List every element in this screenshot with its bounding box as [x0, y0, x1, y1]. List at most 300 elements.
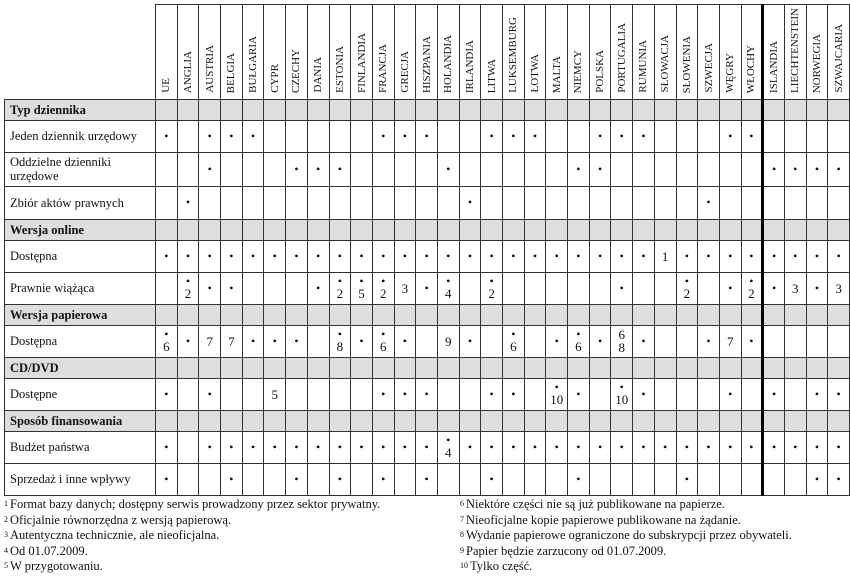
column-header: [524, 5, 546, 100]
section-fill-cell: [351, 410, 373, 431]
section-fill-cell: [763, 357, 785, 378]
bullet-mark: •: [164, 248, 169, 263]
comparison-table: [4, 4, 850, 496]
table-cell: [156, 463, 178, 495]
table-cell: [676, 186, 698, 219]
table-cell: [589, 186, 611, 219]
column-header: [307, 5, 329, 100]
bullet-mark: •: [771, 439, 777, 454]
column-header-label: RUMUNIA: [637, 40, 650, 93]
footnote-ref: 1: [661, 248, 669, 264]
section-fill-cell: [394, 219, 416, 240]
footnote-ref: 8: [618, 340, 626, 356]
table-cell: [633, 325, 655, 357]
bullet-mark: •: [511, 439, 516, 454]
bullet-mark: •: [532, 128, 538, 143]
column-header-label: LUKSEMBURG: [507, 17, 520, 93]
section-fill-cell: [416, 219, 438, 240]
table-cell: [177, 325, 199, 357]
table-cell: [503, 240, 525, 272]
table-cell: [654, 378, 676, 410]
bullet-mark: •: [706, 439, 711, 454]
bullet-mark: •: [749, 333, 754, 348]
section-fill-cell: [242, 219, 264, 240]
table-cell: [329, 463, 351, 495]
table-cell: [763, 186, 785, 219]
section-fill-cell: [481, 410, 503, 431]
bullet-mark: •: [337, 327, 342, 342]
bullet-mark: •: [424, 128, 429, 143]
row-label: Dostępna: [5, 240, 156, 272]
table-cell: [524, 463, 546, 495]
table-cell: [481, 378, 503, 410]
table-cell: [676, 378, 698, 410]
table-cell: [589, 152, 611, 186]
footnote-ref: 2: [379, 286, 387, 302]
table-cell: [524, 325, 546, 357]
header-blank: [5, 5, 156, 100]
bullet-mark: •: [836, 161, 841, 176]
table-row: [5, 463, 850, 495]
footnote-text: Autentyczna technicznie, ale nieoficjalna.: [10, 528, 220, 542]
table-cell: [264, 431, 286, 463]
bullet-mark: •: [641, 386, 646, 401]
section-fill-cell: [806, 357, 828, 378]
section-fill-cell: [329, 357, 351, 378]
bullet-mark: •: [164, 439, 169, 454]
table-cell: [568, 463, 590, 495]
table-cell: [416, 463, 438, 495]
table-cell: [763, 152, 785, 186]
section-fill-cell: [741, 357, 763, 378]
bullet-mark: •: [294, 471, 299, 486]
table-cell: [156, 272, 178, 304]
table-cell: [286, 272, 308, 304]
section-fill-cell: [351, 304, 373, 325]
bullet-mark: •: [402, 128, 407, 143]
table-cell: [351, 378, 373, 410]
table-cell: [546, 378, 568, 410]
table-row: [5, 272, 850, 304]
column-header-label: POLSKA: [594, 50, 607, 93]
table-cell: [741, 463, 763, 495]
table-cell: [633, 431, 655, 463]
table-cell: [286, 186, 308, 219]
table-cell: [242, 463, 264, 495]
bullet-mark: •: [446, 274, 451, 289]
table-cell: [307, 240, 329, 272]
section-fill-cell: [676, 410, 698, 431]
section-fill-cell: [156, 219, 178, 240]
footnote: [460, 544, 792, 560]
column-header: [784, 5, 806, 100]
section-fill-cell: [589, 99, 611, 120]
table-cell: [416, 152, 438, 186]
table-cell: [307, 325, 329, 357]
bullet-mark: •: [185, 195, 191, 210]
table-cell: [568, 186, 590, 219]
footnote-ref: 2: [184, 286, 192, 302]
section-fill-cell: [437, 99, 459, 120]
column-header-label: SŁOWACJA: [659, 35, 672, 93]
table-cell: [698, 431, 720, 463]
column-header-label: PORTUGALIA: [615, 23, 628, 93]
bullet-mark: •: [489, 274, 494, 289]
bullet-mark: •: [424, 280, 429, 295]
bullet-mark: •: [467, 333, 473, 348]
table-cell: [264, 272, 286, 304]
table-cell: [264, 378, 286, 410]
bullet-mark: •: [749, 439, 754, 454]
table-cell: [806, 120, 828, 152]
bullet-mark: •: [814, 386, 820, 401]
bullet-mark: •: [619, 380, 624, 395]
footnote-text: W przygotowaniu.: [10, 559, 103, 573]
table-cell: [828, 186, 850, 219]
section-fill-cell: [372, 410, 394, 431]
table-cell: [524, 378, 546, 410]
bullet-mark: •: [359, 248, 364, 263]
footnote-ref: 6: [618, 327, 626, 343]
footnote-text: Nieoficjalne kopie papierowe publikowane na żądanie.: [466, 512, 741, 527]
bullet-mark: •: [316, 161, 321, 176]
section-fill-cell: [221, 357, 243, 378]
section-fill-cell: [763, 99, 785, 120]
table-cell: [611, 431, 633, 463]
section-fill-cell: [481, 357, 503, 378]
table-cell: [611, 186, 633, 219]
bullet-mark: •: [728, 386, 733, 401]
table-cell: [611, 152, 633, 186]
bullet-mark: •: [467, 439, 473, 454]
section-fill-cell: [481, 304, 503, 325]
bullet-mark: •: [381, 386, 386, 401]
table-cell: [611, 272, 633, 304]
section-fill-cell: [698, 357, 720, 378]
section-fill-cell: [654, 410, 676, 431]
table-cell: [828, 463, 850, 495]
bullet-mark: •: [272, 439, 277, 454]
table-cell: [177, 120, 199, 152]
bullet-mark: •: [576, 248, 581, 263]
bullet-mark: •: [489, 439, 494, 454]
bullet-mark: •: [576, 471, 581, 486]
table-cell: [719, 463, 741, 495]
section-fill-cell: [437, 304, 459, 325]
table-cell: [307, 378, 329, 410]
section-fill-cell: [416, 99, 438, 120]
column-header: [437, 5, 459, 100]
table-cell: [177, 240, 199, 272]
section-fill-cell: [546, 304, 568, 325]
table-cell: [416, 272, 438, 304]
table-cell: [221, 186, 243, 219]
column-header: [286, 5, 308, 100]
section-fill-cell: [156, 357, 178, 378]
table-cell: [242, 186, 264, 219]
table-cell: [329, 378, 351, 410]
section-fill-cell: [763, 304, 785, 325]
section-fill-cell: [568, 357, 590, 378]
section-fill-cell: [698, 219, 720, 240]
section-fill-cell: [372, 304, 394, 325]
bullet-mark: •: [207, 248, 212, 263]
bullet-mark: •: [749, 274, 754, 289]
section-fill-cell: [481, 219, 503, 240]
table-cell: [394, 463, 416, 495]
column-header: [372, 5, 394, 100]
table-cell: [806, 378, 828, 410]
table-cell: [806, 463, 828, 495]
table-cell: [264, 240, 286, 272]
table-cell: [654, 240, 676, 272]
bullet-mark: •: [793, 248, 798, 263]
section-fill-cell: [459, 219, 481, 240]
table-cell: [394, 431, 416, 463]
row-label: Oddzielne dzienniki urzędowe: [5, 152, 156, 186]
bullet-mark: •: [207, 386, 212, 401]
table-cell: [437, 120, 459, 152]
footnote-ref: 8: [336, 339, 344, 355]
bullet-mark: •: [684, 248, 689, 263]
section-fill-cell: [546, 99, 568, 120]
section-fill-cell: [459, 357, 481, 378]
section-fill-cell: [242, 357, 264, 378]
table-cell: [307, 463, 329, 495]
table-cell: [199, 431, 221, 463]
section-fill-cell: [806, 99, 828, 120]
section-title: Wersja online: [5, 219, 156, 240]
column-header-label: HISZPANIA: [420, 35, 433, 93]
footnote-text: Oficjalnie równorzędna z wersją papierową.: [10, 512, 232, 527]
table-cell: [372, 272, 394, 304]
bullet-mark: •: [576, 386, 581, 401]
table-cell: [546, 463, 568, 495]
section-fill-cell: [806, 410, 828, 431]
table-cell: [394, 240, 416, 272]
row-label: Dostępna: [5, 325, 156, 357]
bullet-mark: •: [728, 280, 733, 295]
section-fill-cell: [524, 219, 546, 240]
section-fill-cell: [307, 99, 329, 120]
section-fill-cell: [633, 219, 655, 240]
section-fill-cell: [307, 357, 329, 378]
section-fill-cell: [199, 99, 221, 120]
bullet-mark: •: [511, 128, 516, 143]
bullet-mark: •: [359, 333, 364, 348]
table-cell: [459, 272, 481, 304]
table-cell: [394, 378, 416, 410]
section-fill-cell: [633, 304, 655, 325]
column-header-label: CYPR: [268, 64, 281, 93]
table-cell: [763, 463, 785, 495]
bullet-mark: •: [316, 280, 321, 295]
table-cell: [264, 325, 286, 357]
bullet-mark: •: [467, 195, 473, 210]
column-header-label: IRLANDIA: [463, 39, 476, 93]
section-fill-cell: [286, 410, 308, 431]
section-fill-cell: [763, 410, 785, 431]
footnote: [4, 559, 380, 575]
table-cell: [437, 378, 459, 410]
bullet-mark: •: [250, 248, 256, 263]
footnote-text: Tylko część.: [470, 559, 533, 573]
table-cell: [437, 272, 459, 304]
footnote-ref: 2: [336, 286, 344, 302]
table-cell: [221, 378, 243, 410]
table-cell: [394, 186, 416, 219]
bullet-mark: •: [597, 161, 603, 176]
table-cell: [351, 463, 373, 495]
section-fill-cell: [199, 219, 221, 240]
section-fill-cell: [741, 99, 763, 120]
table-cell: [568, 325, 590, 357]
table-cell: [763, 120, 785, 152]
footnote-text: Format bazy danych; dostępny serwis prowadzony przez sektor prywatny.: [10, 497, 381, 511]
bullet-mark: •: [185, 333, 191, 348]
table-cell: [242, 431, 264, 463]
bullet-mark: •: [684, 471, 689, 486]
table-cell: [589, 378, 611, 410]
bullet-mark: •: [836, 386, 841, 401]
table-cell: [546, 325, 568, 357]
column-header-label: DANIA: [312, 57, 325, 93]
table-cell: [719, 120, 741, 152]
table-cell: [698, 378, 720, 410]
table-cell: [719, 431, 741, 463]
table-cell: [633, 152, 655, 186]
bullet-mark: •: [381, 274, 386, 289]
table-cell: [372, 325, 394, 357]
table-cell: [524, 152, 546, 186]
table-cell: [416, 378, 438, 410]
bullet-mark: •: [511, 386, 516, 401]
table-cell: [503, 120, 525, 152]
column-header-label: ŁOTWA: [529, 54, 542, 93]
table-cell: [784, 272, 806, 304]
column-header: [806, 5, 828, 100]
bullet-mark: •: [793, 161, 798, 176]
table-cell: [784, 240, 806, 272]
bullet-mark: •: [489, 248, 494, 263]
table-row: [5, 186, 850, 219]
section-fill-cell: [806, 219, 828, 240]
table-cell: [698, 186, 720, 219]
section-fill-cell: [719, 410, 741, 431]
bullet-mark: •: [554, 333, 559, 348]
footnote-ref: 3: [792, 280, 799, 296]
footnote-ref: 2: [683, 286, 691, 302]
table-cell: [633, 240, 655, 272]
table-cell: [828, 378, 850, 410]
table-cell: [698, 325, 720, 357]
table-cell: [221, 325, 243, 357]
column-header: [611, 5, 633, 100]
section-fill-cell: [633, 357, 655, 378]
footnote: [4, 497, 380, 513]
column-header-label: SZWAJCARIA: [832, 24, 845, 93]
column-header-label: CZECHY: [290, 48, 303, 93]
bullet-mark: •: [597, 333, 603, 348]
section-fill-cell: [741, 410, 763, 431]
section-fill-cell: [784, 99, 806, 120]
section-fill-cell: [503, 410, 525, 431]
bullet-mark: •: [619, 128, 624, 143]
table-cell: [329, 120, 351, 152]
footnote-number: 7: [460, 514, 464, 524]
table-cell: [264, 152, 286, 186]
column-header-label: FRANCJA: [377, 44, 390, 93]
section-fill-cell: [546, 357, 568, 378]
section-fill-cell: [568, 219, 590, 240]
table-cell: [221, 272, 243, 304]
table-cell: [481, 431, 503, 463]
table-cell: [437, 240, 459, 272]
section-fill-cell: [221, 410, 243, 431]
section-header-row: [5, 219, 850, 240]
table-cell: [156, 120, 178, 152]
table-cell: [242, 272, 264, 304]
section-fill-cell: [199, 304, 221, 325]
table-cell: [351, 240, 373, 272]
bullet-mark: •: [706, 333, 711, 348]
section-fill-cell: [503, 304, 525, 325]
column-header: [242, 5, 264, 100]
section-fill-cell: [394, 357, 416, 378]
bullet-mark: •: [316, 439, 321, 454]
table-cell: [763, 431, 785, 463]
bullet-mark: •: [511, 327, 516, 342]
section-fill-cell: [329, 219, 351, 240]
bullet-mark: •: [229, 128, 234, 143]
table-cell: [199, 325, 221, 357]
section-fill-cell: [372, 357, 394, 378]
footnote-ref: 7: [228, 333, 235, 349]
table-cell: [156, 186, 178, 219]
footnote-ref: 6: [510, 339, 517, 355]
table-cell: [568, 152, 590, 186]
table-cell: [351, 272, 373, 304]
row-label: Budżet państwa: [5, 431, 156, 463]
table-cell: [307, 152, 329, 186]
table-cell: [372, 378, 394, 410]
table-cell: [286, 463, 308, 495]
section-fill-cell: [676, 99, 698, 120]
bullet-mark: •: [597, 248, 603, 263]
footnote-ref: 4: [445, 445, 452, 461]
table-cell: [177, 272, 199, 304]
bullet-mark: •: [489, 471, 494, 486]
table-cell: [329, 431, 351, 463]
section-fill-cell: [156, 99, 178, 120]
table-cell: [676, 463, 698, 495]
table-cell: [676, 120, 698, 152]
section-fill-cell: [437, 219, 459, 240]
bullet-mark: •: [359, 439, 364, 454]
table-cell: [806, 272, 828, 304]
table-cell: [372, 431, 394, 463]
table-cell: [741, 378, 763, 410]
table-cell: [459, 240, 481, 272]
footnote-ref: 7: [206, 333, 213, 349]
bullet-mark: •: [576, 327, 581, 342]
section-fill-cell: [633, 99, 655, 120]
section-fill-cell: [394, 99, 416, 120]
section-fill-cell: [199, 357, 221, 378]
bullet-mark: •: [207, 161, 212, 176]
table-cell: [719, 325, 741, 357]
section-fill-cell: [199, 410, 221, 431]
